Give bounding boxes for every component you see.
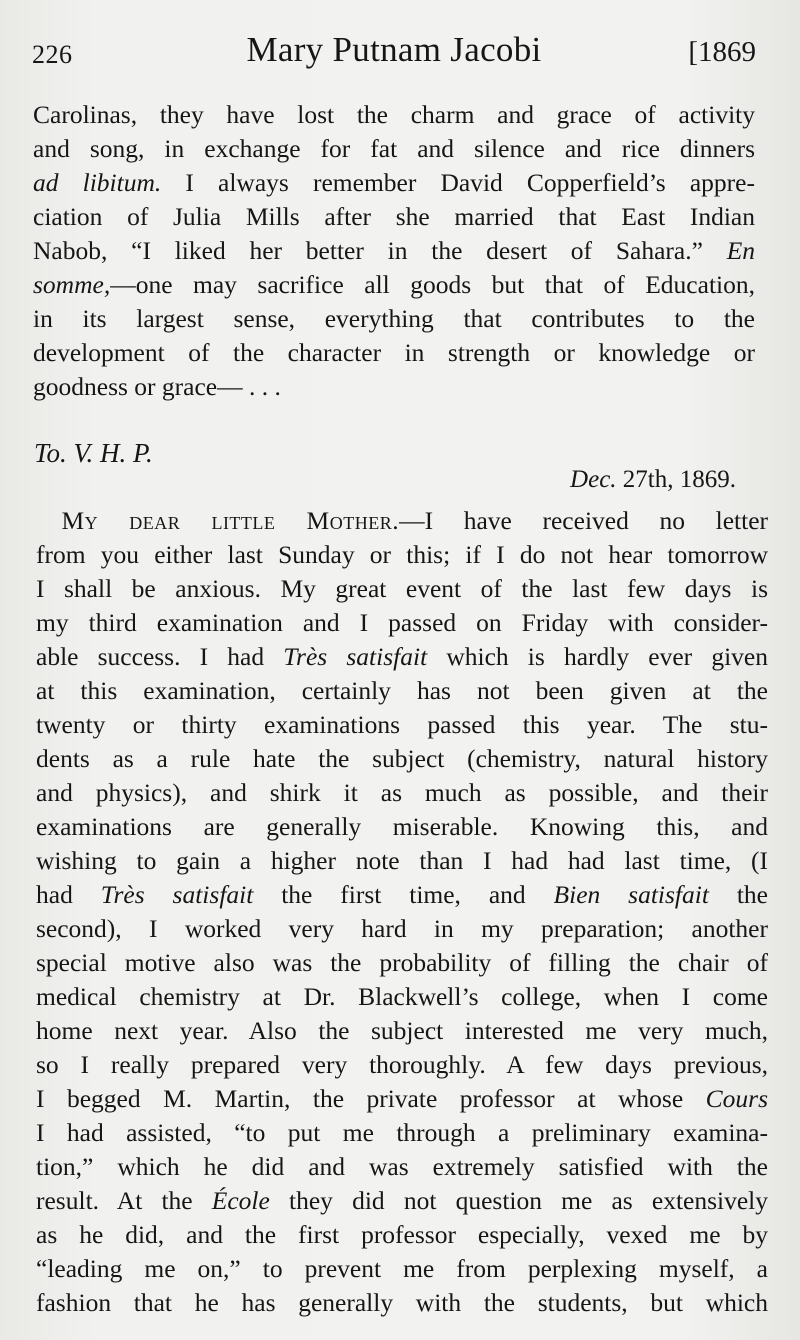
text-line bbox=[36, 504, 768, 538]
text-segment: I begged M. Martin, the private professor at whose bbox=[36, 1084, 706, 1113]
text-line: fashion that he has generally with the students, but which bbox=[36, 1288, 768, 1317]
text-line: so I really prepared very thoroughly. A few days previous, bbox=[36, 1050, 768, 1079]
text-segment: the bbox=[708, 880, 769, 909]
text-segment: —I have received no letter bbox=[399, 506, 768, 535]
text-segment: —one may sacrifice all goods but that of Education, bbox=[110, 270, 755, 299]
text-segment: they did not question me as extensively bbox=[269, 1186, 769, 1215]
italic-phrase: Très satisfait bbox=[283, 642, 428, 671]
paragraph-continued bbox=[33, 98, 755, 404]
text-line: special motive also was the probability of filling the chair of bbox=[36, 948, 768, 977]
text-line: home next year. Also the subject interested me very much, bbox=[36, 1016, 768, 1045]
text-segment: the first time, and bbox=[253, 880, 554, 909]
text-line: and song, in exchange for fat and silence and rice dinners bbox=[33, 134, 755, 163]
letter-addressee: To. V. H. P. bbox=[34, 438, 153, 468]
text-line: medical chemistry at Dr. Blackwell’s college, when I come bbox=[36, 982, 768, 1011]
text-line: as he did, and the first professor especially, vexed me by bbox=[36, 1220, 768, 1249]
text-segment: able success. I had bbox=[36, 642, 284, 671]
letter-body bbox=[36, 504, 768, 1320]
text-line bbox=[33, 268, 755, 302]
italic-phrase: Cours bbox=[705, 1084, 768, 1113]
running-header bbox=[32, 30, 756, 80]
text-line bbox=[36, 878, 768, 912]
text-line bbox=[36, 640, 768, 674]
italic-phrase: Très satisfait bbox=[100, 880, 254, 909]
text-line bbox=[33, 166, 755, 200]
text-line: I had assisted, “to put me through a preliminary examina- bbox=[36, 1118, 768, 1147]
text-segment: Nabob, “I liked her better in the desert of Sahara.” bbox=[33, 236, 703, 265]
text-line: second), I worked very hard in my preparation; another bbox=[36, 914, 768, 943]
text-segment: which is hardly ever given bbox=[427, 642, 768, 671]
text-line: from you either last Sunday or this; if I do not hear tomorrow bbox=[36, 540, 768, 569]
text-line bbox=[36, 1184, 768, 1218]
text-line: development of the character in strength or knowledge or bbox=[33, 338, 755, 367]
italic-phrase: Bien satisfait bbox=[553, 880, 709, 909]
text-line: tion,” which he did and was extremely satisfied with the bbox=[36, 1152, 768, 1181]
text-line: and physics), and shirk it as much as possible, and their bbox=[36, 778, 768, 807]
italic-phrase: somme, bbox=[33, 270, 111, 299]
text-line: in its largest sense, everything that contributes to the bbox=[33, 304, 755, 333]
italic-phrase: ad libitum. bbox=[33, 168, 162, 197]
text-line bbox=[36, 1082, 768, 1116]
page-number: 226 bbox=[32, 40, 73, 69]
text-segment: had bbox=[36, 880, 101, 909]
text-line bbox=[33, 234, 755, 268]
text-line: “leading me on,” to prevent me from perplexing myself, a bbox=[36, 1254, 768, 1283]
running-year: [1869 bbox=[688, 36, 756, 68]
italic-phrase: École bbox=[211, 1186, 270, 1215]
text-line: examinations are generally miserable. Knowing this, and bbox=[36, 812, 768, 841]
text-line: twenty or thirty examinations passed this year. The stu- bbox=[36, 710, 768, 739]
text-line: goodness or grace— . . . bbox=[33, 372, 281, 401]
text-line: I shall be anxious. My great event of the last few days is bbox=[36, 574, 768, 603]
text-segment: result. At the bbox=[36, 1186, 212, 1215]
text-line: Carolinas, they have lost the charm and grace of activity bbox=[33, 100, 755, 129]
text-segment: I always remember David Copperfield’s appre- bbox=[161, 168, 755, 197]
text-line: at this examination, certainly has not been given at the bbox=[36, 676, 768, 705]
text-line: my third examination and I passed on Friday with consider- bbox=[36, 608, 768, 637]
salutation: My dear little Mother. bbox=[61, 506, 400, 535]
text-line: wishing to gain a higher note than I had had last time, (I bbox=[36, 846, 768, 875]
date-month: Dec. bbox=[570, 466, 617, 493]
running-title: Mary Putnam Jacobi bbox=[246, 30, 542, 69]
text-line: ciation of Julia Mills after she married that East Indian bbox=[33, 202, 755, 231]
italic-phrase: En bbox=[726, 236, 756, 265]
date-rest: 27th, 1869. bbox=[616, 466, 736, 493]
text-line: dents as a rule hate the subject (chemistry, natural history bbox=[36, 744, 768, 773]
letter-date bbox=[570, 466, 736, 494]
